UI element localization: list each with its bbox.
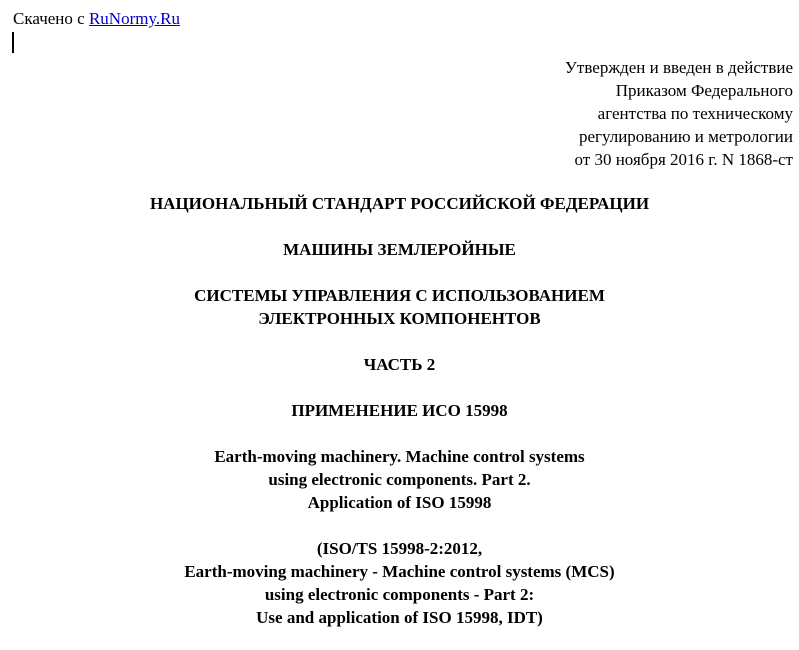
approval-block [565,56,793,171]
iso-reference-line: (ISO/TS 15998-2:2012, [316,539,483,558]
english-title-line: using electronic components. Part 2. [268,470,531,489]
english-title-line: Application of ISO 15998 [307,493,492,512]
downloaded-from-label: Скачено с [13,9,85,28]
approval-line: от 30 ноября 2016 г. N 1868-ст [574,150,793,169]
iso-reference-line: Use and application of ISO 15998, IDT) [256,608,543,627]
subject-text: МАШИНЫ ЗЕМЛЕРОЙНЫЕ [283,240,516,259]
approval-line: регулированию и метрологии [578,127,793,146]
approval-line: Утвержден и введен в действие [564,58,793,77]
standard-type-text: НАЦИОНАЛЬНЫЙ СТАНДАРТ РОССИЙСКОЙ ФЕДЕРАЦИИ [149,194,650,213]
text-cursor [12,32,14,53]
application-heading [0,399,799,422]
part-heading [0,353,799,376]
systems-line: ЭЛЕКТРОННЫХ КОМПОНЕНТОВ [258,309,541,328]
approval-line: агентства по техническому [597,104,793,123]
iso-reference-line: Earth-moving machinery - Machine control systems (MCS) [184,562,615,581]
source-line [13,9,180,29]
approval-line: Приказом Федерального [615,81,793,100]
systems-heading [0,284,799,330]
standard-type-heading [0,192,799,215]
english-title [0,445,799,514]
systems-line: СИСТЕМЫ УПРАВЛЕНИЯ С ИСПОЛЬЗОВАНИЕМ [194,286,605,305]
iso-reference [0,537,799,629]
part-text: ЧАСТЬ 2 [363,355,436,374]
application-text: ПРИМЕНЕНИЕ ИСО 15998 [291,401,508,420]
runormy-link[interactable]: RuNormy.Ru [88,9,180,28]
english-title-line: Earth-moving machinery. Machine control systems [214,447,585,466]
subject-heading [0,238,799,261]
iso-reference-line: using electronic components - Part 2: [264,585,535,604]
